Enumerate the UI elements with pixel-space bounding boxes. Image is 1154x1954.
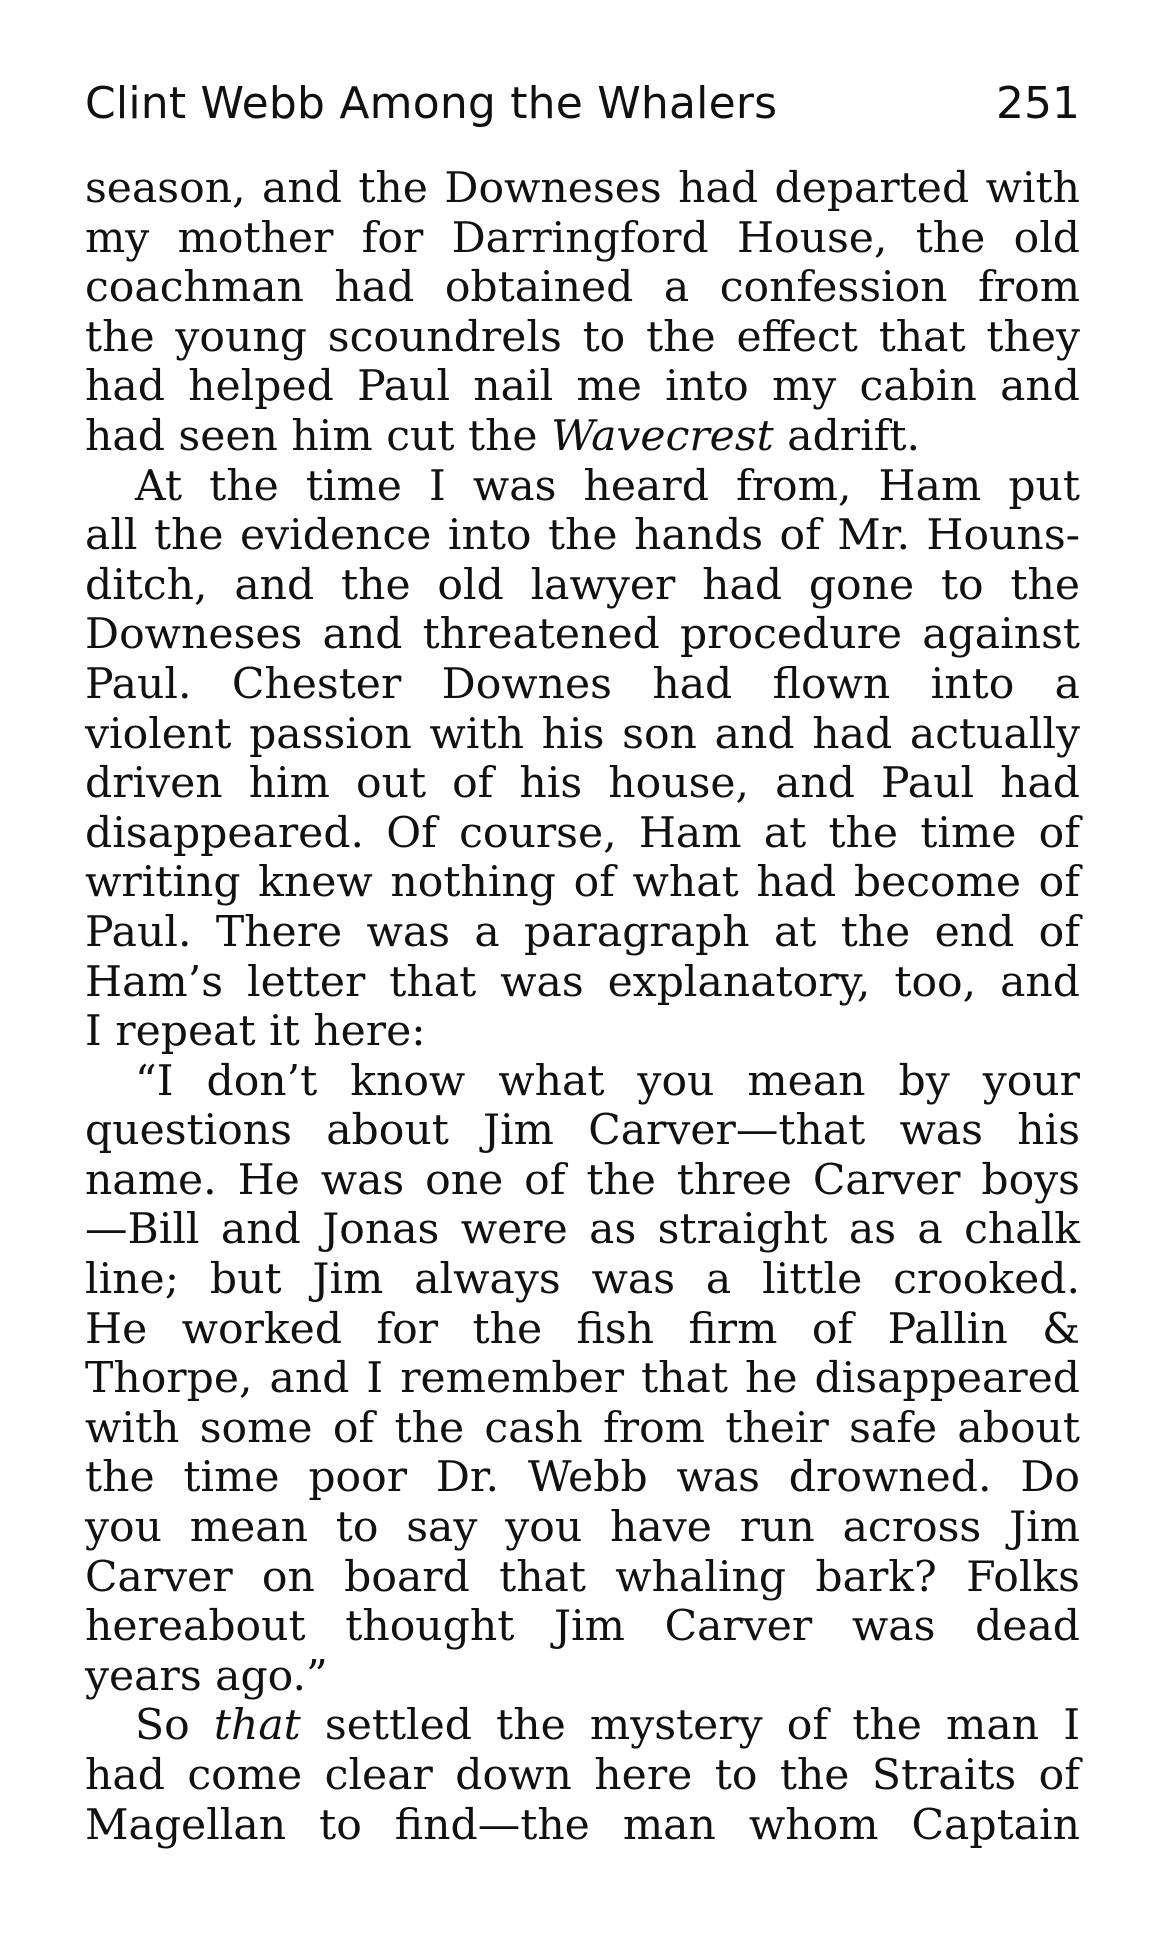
text-line: the young scoundrels to the effect that they xyxy=(85,312,1080,362)
ship-name: Wavecrest xyxy=(551,411,774,461)
text-line: years ago.” xyxy=(85,1651,328,1701)
text-line: Downeses and threatened procedure against xyxy=(85,610,1080,660)
text-line: all the evidence into the hands of Mr. Houns- xyxy=(85,511,1080,561)
text-line: Carver on board that whaling bark? Folks xyxy=(85,1552,1080,1602)
text-line: ditch, and the old lawyer had gone to the xyxy=(85,560,1080,610)
text-line: driven him out of his house, and Paul had xyxy=(85,759,1080,809)
running-title: Clint Webb Among the Whalers xyxy=(85,78,778,129)
text-line: writing knew nothing of what had become of xyxy=(85,858,1080,908)
text-line: season, and the Downeses had departed with xyxy=(85,164,1080,213)
text-line: had come clear down here to the Straits of xyxy=(85,1751,1080,1800)
text-line: Paul. There was a paragraph at the end of xyxy=(85,907,1080,957)
text-line: name. He was one of the three Carver boys xyxy=(85,1155,1080,1205)
text-line xyxy=(85,412,1080,462)
text-line: He worked for the fish firm of Pallin & xyxy=(85,1304,1080,1354)
text-line: the time poor Dr. Webb was drowned. Do xyxy=(85,1453,1080,1503)
running-head xyxy=(85,72,1080,136)
text-line: had helped Paul nail me into my cabin and xyxy=(85,362,1080,412)
text-line: coachman had obtained a confession from xyxy=(85,263,1080,313)
text-line: hereabout thought Jim Carver was dead xyxy=(85,1602,1080,1652)
text-line: Magellan to find—the man whom Captain xyxy=(85,1800,1080,1850)
text-line: line; but Jim always was a little crooked. xyxy=(85,1255,1080,1305)
text-line: violent passion with his son and had actually xyxy=(85,709,1080,759)
body-text xyxy=(85,164,1080,1850)
text-line: questions about Jim Carver—that was his xyxy=(85,1106,1080,1156)
text-line: I repeat it here: xyxy=(85,1007,426,1057)
paragraph-start-line: “I don’t know what you mean by your xyxy=(135,1056,1080,1106)
text-line: my mother for Darringford House, the old xyxy=(85,213,1080,263)
paragraph-start-line: At the time I was heard from, Ham put xyxy=(135,461,1080,511)
text-line: with some of the cash from their safe about xyxy=(85,1403,1080,1453)
text-segment: had seen him cut the xyxy=(85,411,552,461)
book-page xyxy=(85,72,1080,1850)
text-segment: So xyxy=(135,1701,214,1751)
text-segment: adrift. xyxy=(773,411,921,461)
text-line: disappeared. Of course, Ham at the time of xyxy=(85,808,1080,858)
text-line: —Bill and Jonas were as straight as a chalk xyxy=(85,1205,1080,1255)
text-line: you mean to say you have run across Jim xyxy=(85,1503,1080,1553)
paragraph-start-line xyxy=(85,1701,1080,1751)
emphasis: that xyxy=(213,1701,301,1751)
page-number: 251 xyxy=(996,78,1080,129)
text-line: Ham’s letter that was explanatory, too, and xyxy=(85,957,1080,1007)
text-line: Thorpe, and I remember that he disappeared xyxy=(85,1354,1080,1404)
text-line: Paul. Chester Downes had flown into a xyxy=(85,659,1080,709)
text-segment: settled the mystery of the man I xyxy=(300,1701,1080,1751)
